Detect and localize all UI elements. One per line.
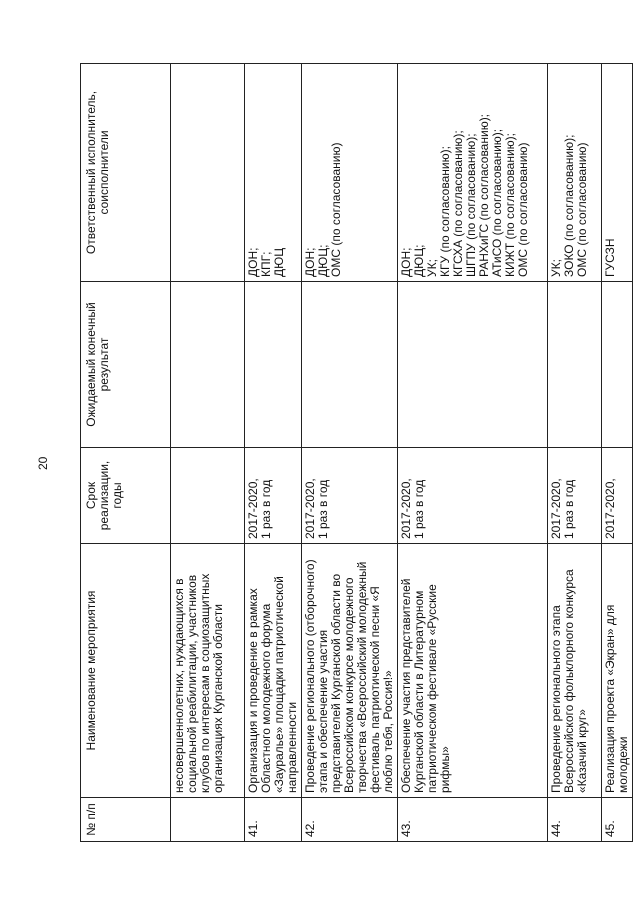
row-term: 2017-2020, 1 раз в год [302,448,398,544]
header-num: № п/п [81,798,171,842]
row-num: 41. [245,798,302,842]
row-responsible: ДОН; КПГ; ДЮЦ [245,64,302,282]
header-term: Срок реализации, годы [81,448,171,544]
header-result: Ожидаемый конечный результат [81,282,171,448]
row-result [245,282,302,448]
table-row [548,64,602,842]
row-responsible: УК; ЗОКО (по согласованию); ОМС (по согласованию) [548,64,602,282]
row-result [302,282,398,448]
table-row [602,64,633,842]
row-responsible [171,64,245,282]
table-row [302,64,398,842]
row-term [171,448,245,544]
row-result [171,282,245,448]
row-responsible: ДОН; ДЮЦ; ОМС (по согласованию) [302,64,398,282]
header-responsible: Ответственный исполнитель, соисполнители [81,64,171,282]
row-num [171,798,245,842]
row-num: 45. [602,798,633,842]
row-name: Проведение регионального этапа Всероссийского фольклорного конкурса «Казачий круг» [548,544,602,798]
row-num: 44. [548,798,602,842]
page-number: 20 [36,456,50,470]
row-term: 2017-2020, [602,448,633,544]
table-row [245,64,302,842]
row-name: Проведение регионального (отборочного) этапа и обеспечение участия представителей Курганской области во Всероссийском конкурсе молодежного творчества «Всероссийский молодежный фестиваль патриотической песни «Я люблю тебя, Россия!» [302,544,398,798]
header-name: Наименование мероприятия [81,544,171,798]
row-responsible: ДОН; ДЮЦ; УК; КГУ (по согласованию); КГСХА (по согласованию); ШГПУ (по согласованию); РАНХиГС (по согласованию); АТиСО (по согласованию); КИЖТ (по согласованию); ОМС (по согласованию) [398,64,548,282]
rotated-page [36,64,630,842]
table-header-row [81,64,171,842]
row-responsible: ГУСЗН [602,64,633,282]
row-result [602,282,633,448]
row-result [398,282,548,448]
table-row [171,64,245,842]
row-term: 2017-2020, 1 раз в год [548,448,602,544]
row-term: 2017-2020, 1 раз в год [245,448,302,544]
row-term: 2017-2020, 1 раз в год [398,448,548,544]
events-table [80,63,633,842]
row-num: 42. [302,798,398,842]
row-name: несовершеннолетних, нуждающихся в социальной реабилитации, участников клубов по интересам в социозащитных организациях Курганской области [171,544,245,798]
table-row [398,64,548,842]
row-num: 43. [398,798,548,842]
row-name: Реализация проекта «Экран» для молодежи [602,544,633,798]
row-name: Обеспечение участия представителей Курганской области в Литературном патриотическом фестивале «Русские рифмы» [398,544,548,798]
row-name: Организация и проведение в рамках Областного молодежного форума «Зауралье» площадки патриотической направленности [245,544,302,798]
row-result [548,282,602,448]
